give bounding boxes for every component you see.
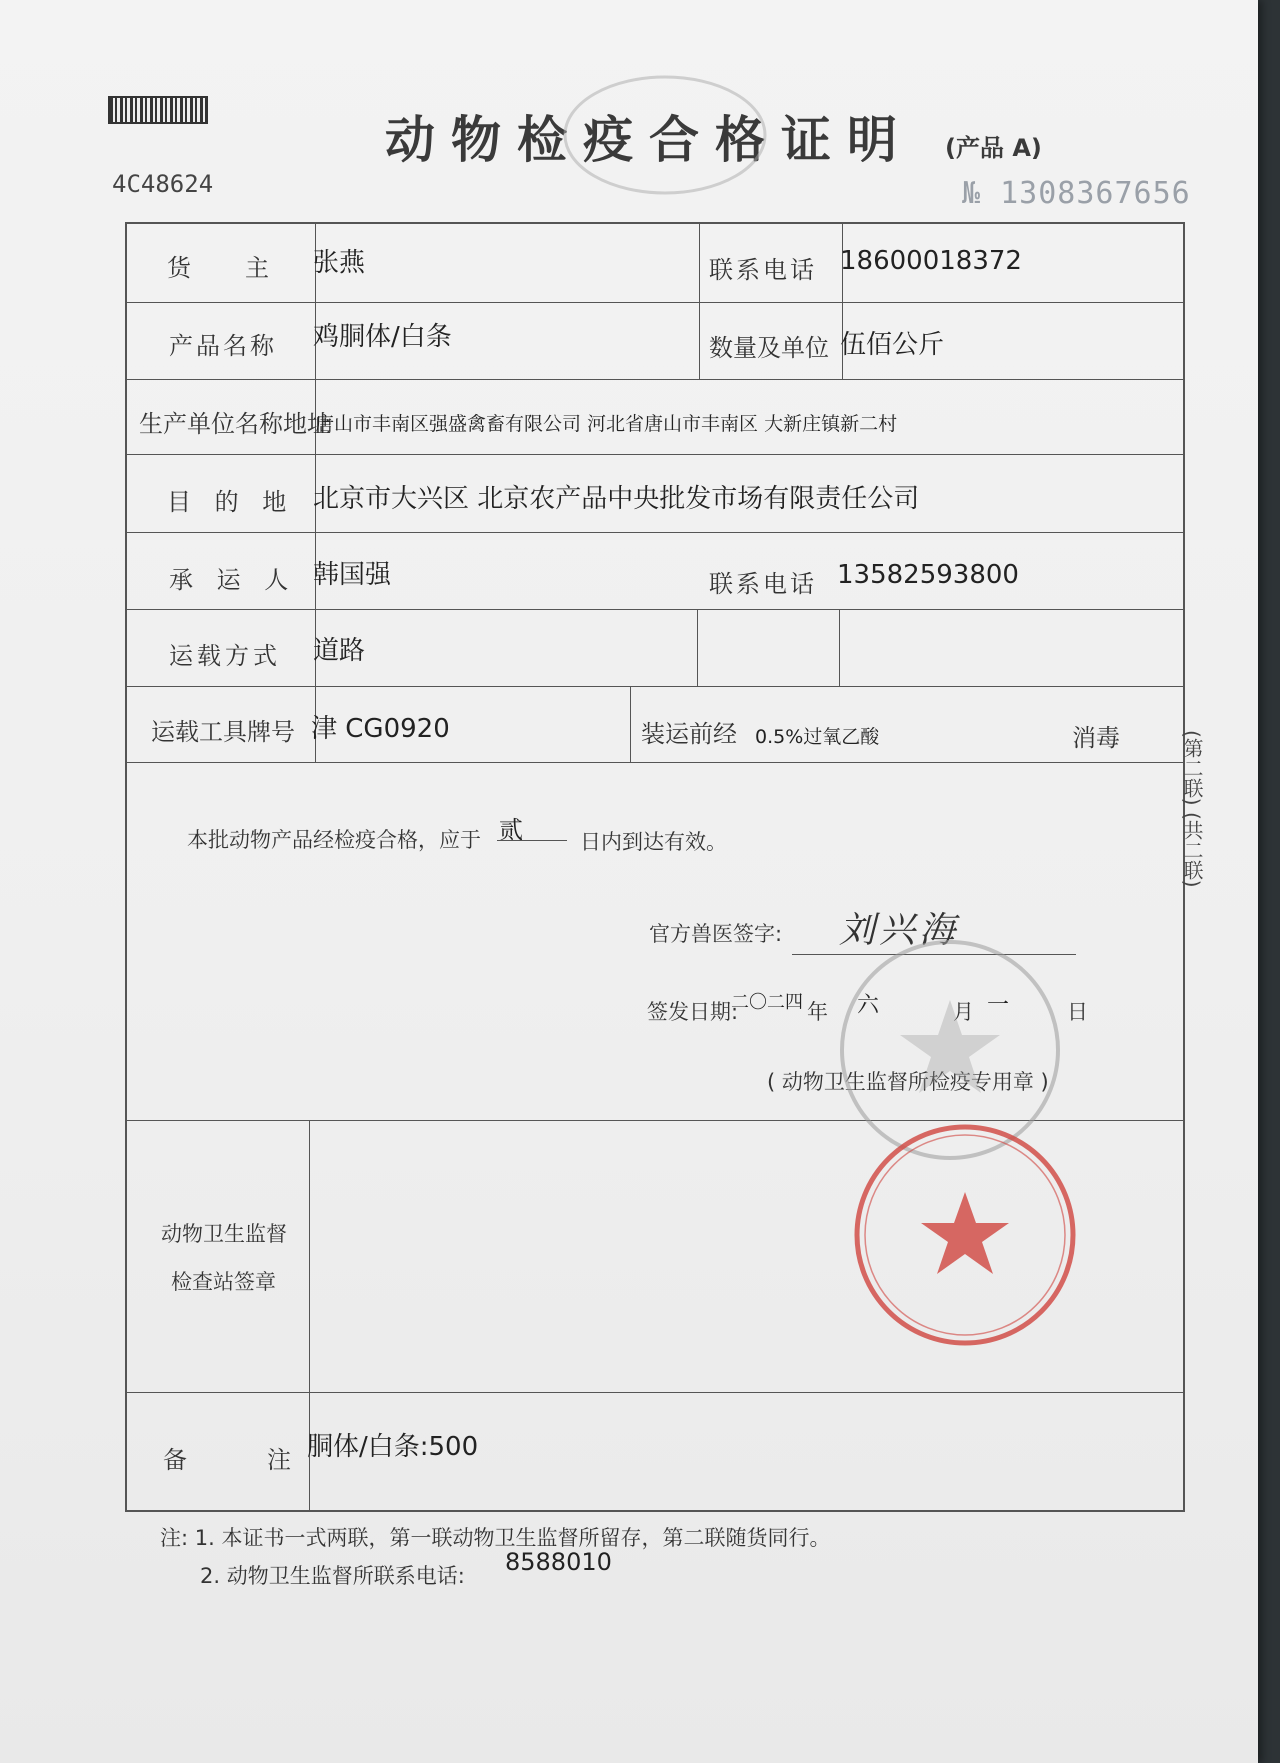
remark-label-2: 注 bbox=[267, 1446, 291, 1474]
issue-day: 一 bbox=[987, 993, 1010, 1018]
issue-year-suffix: 年 bbox=[807, 1000, 828, 1024]
vet-signature: 刘兴海 bbox=[839, 910, 960, 951]
station-label-1: 动物卫生监督 bbox=[161, 1222, 287, 1246]
serial-number: 4C48624 bbox=[112, 170, 214, 198]
transport-value: 道路 bbox=[313, 636, 366, 666]
page-subtitle: (产品 A) bbox=[945, 134, 1042, 162]
product-label: 产品名称 bbox=[169, 332, 277, 360]
remark-label-1: 备 bbox=[163, 1446, 187, 1474]
issue-year: 二〇二四 bbox=[731, 992, 803, 1013]
issue-date-label: 签发日期: bbox=[647, 1000, 739, 1024]
note-line-2: 2. 动物卫生监督所联系电话: bbox=[200, 1564, 465, 1588]
note-line-1: 注: 1. 本证书一式两联，第一联动物卫生监督所留存，第二联随货同行。 bbox=[160, 1526, 831, 1550]
carrier-label: 承 运 人 bbox=[169, 566, 297, 594]
red-company-stamp bbox=[845, 1120, 1085, 1350]
issue-month-suffix: 月 bbox=[953, 1000, 974, 1024]
owner-phone-value: 18600018372 bbox=[840, 246, 1022, 276]
validity-days: 贰 bbox=[499, 816, 523, 844]
validity-prefix: 本批动物产品经检疫合格，应于 bbox=[187, 828, 481, 852]
product-value: 鸡胴体/白条 bbox=[313, 322, 452, 352]
disinfect-label: 装运前经 bbox=[641, 720, 737, 748]
certificate-number: № 1308367656 bbox=[962, 176, 1191, 211]
page-title: 动物检疫合格证明 bbox=[385, 110, 913, 169]
station-label-2: 检查站签章 bbox=[171, 1270, 276, 1294]
producer-label: 生产单位名称地址 bbox=[139, 410, 331, 438]
issue-month: 六 bbox=[857, 993, 880, 1018]
note-phone: 8588010 bbox=[505, 1548, 612, 1576]
qty-value: 伍佰公斤 bbox=[840, 330, 945, 360]
producer-value: 唐山市丰南区强盛禽畜有限公司 河北省唐山市丰南区 大新庄镇新二村 bbox=[315, 413, 898, 435]
destination-label: 目 的 地 bbox=[167, 488, 295, 516]
remark-value: 胴体/白条:500 bbox=[307, 1432, 479, 1462]
owner-value: 张燕 bbox=[313, 248, 366, 278]
disinfect-value: 0.5%过氧乙酸 bbox=[755, 726, 880, 748]
carrier-value: 韩国强 bbox=[313, 560, 392, 590]
validity-suffix: 日内到达有效。 bbox=[580, 830, 727, 854]
destination-value: 北京市大兴区 北京农产品中央批发市场有限责任公司 bbox=[313, 484, 920, 514]
qty-label: 数量及单位 bbox=[709, 334, 829, 362]
owner-phone-label: 联系电话 bbox=[709, 256, 817, 284]
gray-stamp-top bbox=[560, 70, 770, 200]
barcode-icon bbox=[108, 96, 208, 124]
issue-day-suffix: 日 bbox=[1067, 1000, 1088, 1024]
plate-label: 运载工具牌号 bbox=[151, 718, 295, 746]
transport-label: 运载方式 bbox=[169, 642, 281, 670]
carrier-phone-value: 13582593800 bbox=[837, 560, 1019, 590]
vet-sign-label: 官方兽医签字: bbox=[649, 922, 783, 946]
owner-label: 货 主 bbox=[167, 254, 271, 282]
copy-indicator: (第二联) (共二联) bbox=[1180, 730, 1204, 888]
plate-value: 津 CG0920 bbox=[311, 714, 450, 744]
seal-caption: ( 动物卫生监督所检疫专用章 ) bbox=[767, 1070, 1049, 1094]
carrier-phone-label: 联系电话 bbox=[709, 570, 817, 598]
disinfect-suffix: 消毒 bbox=[1072, 724, 1120, 752]
